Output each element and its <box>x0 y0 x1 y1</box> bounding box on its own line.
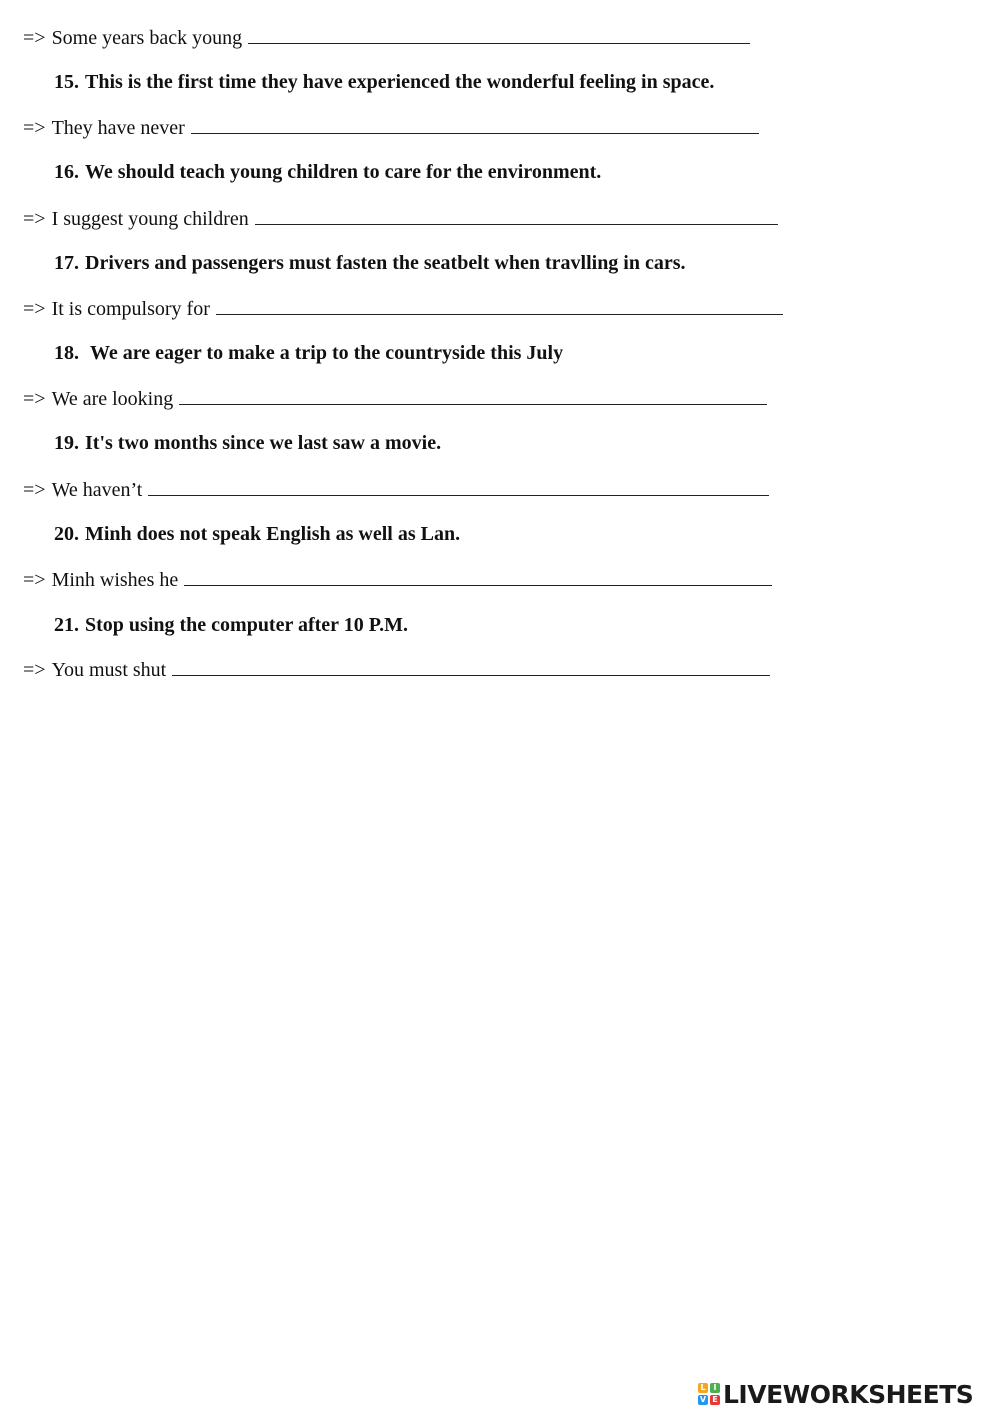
question-number: 19. <box>54 432 79 454</box>
answer-line-17 <box>23 296 783 321</box>
answer-prompt: They have never <box>51 117 185 139</box>
answer-blank[interactable] <box>172 657 770 676</box>
question-16 <box>54 160 601 184</box>
answer-line-21 <box>23 657 770 682</box>
question-number: 18. <box>54 342 79 364</box>
question-18 <box>54 341 563 365</box>
answer-arrow: => <box>23 27 46 49</box>
answer-arrow: => <box>23 479 46 501</box>
answer-prompt: I suggest young children <box>51 208 249 230</box>
answer-line-15 <box>23 115 759 140</box>
question-number: 21. <box>54 614 79 636</box>
answer-arrow: => <box>23 208 46 230</box>
question-number: 16. <box>54 161 79 183</box>
logo-mark-cell: L <box>698 1383 708 1393</box>
answer-prompt: You must shut <box>51 659 167 681</box>
logo-mark-cell: I <box>710 1383 720 1393</box>
answer-blank[interactable] <box>179 386 767 405</box>
answer-blank[interactable] <box>184 567 772 586</box>
answer-blank[interactable] <box>216 296 783 315</box>
answer-arrow: => <box>23 659 46 681</box>
question-text: Stop using the computer after 10 P.M. <box>85 614 408 636</box>
answer-arrow: => <box>23 569 46 591</box>
logo-mark-cell: E <box>710 1395 720 1405</box>
logo-mark-icon <box>698 1383 720 1405</box>
question-text: We are eager to make a trip to the countryside this July <box>90 342 564 364</box>
question-text: Drivers and passengers must fasten the seatbelt when travlling in cars. <box>85 252 686 274</box>
answer-blank[interactable] <box>191 115 759 134</box>
answer-prompt: We are looking <box>51 388 174 410</box>
logo-text: LIVEWORKSHEETS <box>723 1379 974 1409</box>
answer-blank[interactable] <box>255 206 778 225</box>
question-number: 15. <box>54 71 79 93</box>
question-number: 17. <box>54 252 79 274</box>
question-17 <box>54 251 686 275</box>
question-21 <box>54 613 408 637</box>
answer-prompt: Some years back young <box>51 27 243 49</box>
answer-prompt: Minh wishes he <box>51 569 179 591</box>
answer-arrow: => <box>23 298 46 320</box>
answer-line-16 <box>23 206 778 231</box>
answer-prompt: We haven’t <box>51 479 143 501</box>
question-number: 20. <box>54 523 79 545</box>
question-text: We should teach young children to care for the environment. <box>85 161 602 183</box>
question-20 <box>54 522 460 546</box>
question-text: It's two months since we last saw a movie. <box>85 432 442 454</box>
question-text: This is the first time they have experienced the wonderful feeling in space. <box>85 71 715 93</box>
logo-mark-cell: V <box>699 1395 707 1404</box>
answer-blank[interactable] <box>248 25 750 44</box>
answer-line-20 <box>23 567 772 592</box>
answer-line-18 <box>23 386 767 411</box>
answer-arrow: => <box>23 117 46 139</box>
liveworksheets-logo <box>698 1379 973 1409</box>
answer-blank[interactable] <box>148 477 769 496</box>
question-19 <box>54 431 441 455</box>
question-text: Minh does not speak English as well as Lan. <box>85 523 461 545</box>
answer-line-1 <box>23 25 750 50</box>
answer-line-19 <box>23 477 769 502</box>
answer-arrow: => <box>23 388 46 410</box>
answer-prompt: It is compulsory for <box>51 298 210 320</box>
question-15 <box>54 70 714 94</box>
